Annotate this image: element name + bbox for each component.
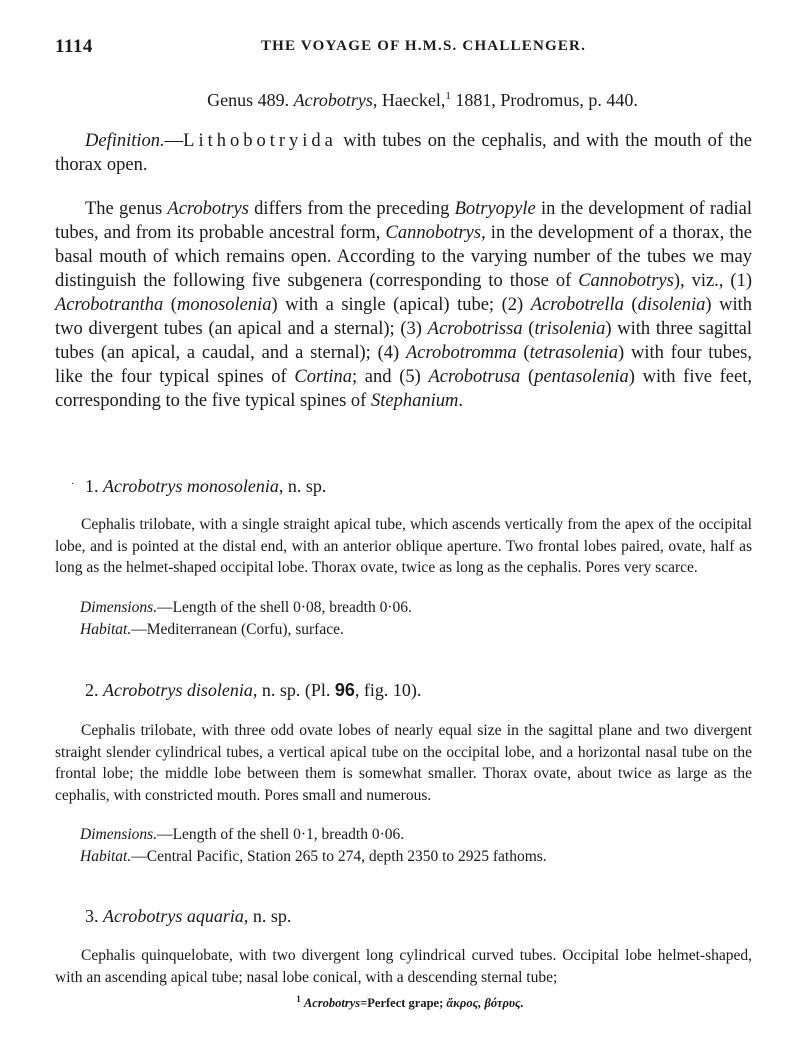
footnote-greek: ἄκρος, βότρυς. xyxy=(446,996,524,1011)
species-1-suffix: , n. sp. xyxy=(278,476,327,496)
subgenus-4-alt: tetrasolenia xyxy=(529,343,618,363)
intro-text-9: ) with four tubes, like the four typical spines of xyxy=(55,343,752,387)
species-1-dimensions xyxy=(80,599,412,617)
genus-heading xyxy=(0,90,800,111)
intro-text-11: ) with five feet, corresponding to the five typical spines of xyxy=(55,367,752,411)
intro-text-3: in the development of radial tubes, and from its probable ancestral form, xyxy=(55,199,752,243)
species-1-heading xyxy=(71,476,327,497)
species-3-name: Acrobotrys aquaria xyxy=(103,906,244,926)
species-2-habitat xyxy=(80,848,547,866)
species-3-description-text: Cephalis quinquelobate, with two divergent long cylindrical curved tubes. Occipital lobe helmet-shaped, with an ascending apical tube; nasal lobe conical, with a descending sternal tube; xyxy=(55,947,752,986)
species-1-habitat xyxy=(80,621,344,639)
species-2-name: Acrobotrys disolenia xyxy=(103,680,253,700)
species-2-number: 2. xyxy=(85,680,99,700)
family-name: Lithobotryida xyxy=(183,131,337,151)
definition-label: Definition. xyxy=(85,131,165,151)
species-1-description-text: Cephalis trilobate, with a single straight apical tube, which ascends vertically from the apex of the occipital lobe, and is pointed at the distal end, with an anterior oblique aperture. Two frontal lobes paired, ovate, half as long as the helmet-shaped occipital lobe. Thorax ovate, twice as long as the cephalis. Pores very scarce. xyxy=(55,516,752,576)
intro-text-8: ) with three sagittal tubes (an apical, a caudal, and a sternal); (4) xyxy=(55,319,752,363)
habitat-text: —Mediterranean (Corfu), surface. xyxy=(131,621,344,638)
intro-botryopyle: Botryopyle xyxy=(454,199,536,219)
intro-text-4: , in the development of a thorax, the basal mouth of which remains open. According to the varying number of the tubes we may distinguish the following five subgenera (corresponding to those of xyxy=(55,223,752,291)
subgenus-5: Acrobotrusa xyxy=(428,367,521,387)
species-2-heading xyxy=(85,680,421,701)
intro-text-7: ) with two divergent tubes (an apical and a sternal); (3) xyxy=(55,295,752,339)
footnote-text: =Perfect grape; xyxy=(360,996,447,1011)
page-number: 1114 xyxy=(55,36,93,57)
genus-citation: 1881, Prodromus, p. 440. xyxy=(450,90,638,110)
species-3-heading xyxy=(85,906,291,927)
genus-prefix: Genus 489. xyxy=(207,90,290,110)
footnote xyxy=(0,994,800,1011)
genus-authority: , Haeckel, xyxy=(372,90,446,110)
intro-cannobotrys: Cannobotrys xyxy=(385,223,482,243)
page-header xyxy=(55,36,752,62)
subgenus-3: Acrobotrissa xyxy=(427,319,523,339)
subgenus-4: Acrobotromma xyxy=(405,343,517,363)
definition-text: with tubes on the cephalis, and with the mouth of the thorax open. xyxy=(55,131,752,175)
species-2-fig: , fig. 10). xyxy=(354,680,422,700)
dimensions-label: Dimensions. xyxy=(80,599,158,616)
dimensions-label: Dimensions. xyxy=(80,826,158,843)
dimensions-text: —Length of the shell 0·08, breadth 0·06. xyxy=(157,599,412,616)
definition-dash: — xyxy=(164,131,184,151)
definition-paragraph xyxy=(55,129,752,177)
dimensions-text: —Length of the shell 0·1, breadth 0·06. xyxy=(157,826,405,843)
species-1-number: 1. xyxy=(85,476,99,496)
species-1-bullet: · xyxy=(71,479,75,490)
intro-cannobotrys-2: Cannobotrys xyxy=(578,271,674,291)
subgenus-5-alt: pentasolenia xyxy=(534,367,629,387)
intro-genus: Acrobotrys xyxy=(167,199,249,219)
species-2-description-text: Cephalis trilobate, with three odd ovate lobes of nearly equal size in the sagittal plane and two divergent straight slender cylindrical tubes, a vertical apical tube on the occipital lobe, and a horizontal nasal tube on the frontal lobe; the middle lobe between them is somewhat smaller. Thorax ovate, about twice as large as the cephalis, with constricted mouth. Pores small and numerous. xyxy=(55,722,752,804)
species-3-suffix: , n. sp. xyxy=(243,906,292,926)
plate-number: 96 xyxy=(334,680,355,700)
habitat-label: Habitat. xyxy=(80,621,132,638)
intro-text-6: ) with a single (apical) tube; (2) xyxy=(271,295,531,315)
intro-text-2: differs from the preceding xyxy=(248,199,455,219)
subgenus-2-alt: disolenia xyxy=(637,295,706,315)
intro-text-12: . xyxy=(458,391,463,411)
running-title: THE VOYAGE OF H.M.S. CHALLENGER. xyxy=(260,38,587,54)
subgenus-1-alt: monosolenia xyxy=(176,295,272,315)
species-2-description xyxy=(55,720,752,806)
species-2-dimensions xyxy=(80,826,404,844)
species-3-number: 3. xyxy=(85,906,99,926)
species-1-name: Acrobotrys monosolenia xyxy=(103,476,279,496)
footnote-term: Acrobotrys xyxy=(303,996,361,1011)
intro-text-5: ), viz., (1) xyxy=(673,271,752,291)
subgenus-1: Acrobotrantha xyxy=(55,295,164,315)
habitat-label: Habitat. xyxy=(80,848,132,865)
species-3-description xyxy=(55,945,752,988)
species-2-suffix: , n. sp. (Pl. xyxy=(252,680,335,700)
intro-text-1: The genus xyxy=(85,199,168,219)
species-1-description xyxy=(55,514,752,579)
intro-paragraph: The genus Acrobotrys differs from the preceding Botryopyle in the development of radial tubes, and from its probable ancestral form, Cannobotrys, in the development of a thorax, the basal mouth of which remains open. According to the varying number of the tubes we may distinguish the following five subgenera (corresponding to those of Cannobotrys), viz., (1) Acrobotrantha (monosolenia) with a single (apical) tube; (2) Acrobotrella (disolenia) with two divergent tubes (an apical and a sternal); (3) Acrobotrissa (trisolenia) with three sagittal tubes (an apical, a caudal, and a sternal); (4) Acrobotromma (tetrasolenia) with four tubes, like the four typical spines of Cortina; and (5) Acrobotrusa (pentasolenia) with five feet, corresponding to the five typical spines of Stephanium. xyxy=(55,199,752,411)
footnote-mark: 1 xyxy=(296,994,301,1004)
intro-cortina: Cortina xyxy=(294,367,352,387)
subgenus-2: Acrobotrella xyxy=(530,295,624,315)
intro-stephanium: Stephanium xyxy=(370,391,459,411)
habitat-text: —Central Pacific, Station 265 to 274, depth 2350 to 2925 fathoms. xyxy=(131,848,547,865)
subgenus-3-alt: trisolenia xyxy=(534,319,606,339)
intro-text-10: ; and (5) xyxy=(351,367,429,387)
genus-name: Acrobotrys xyxy=(293,90,373,110)
footnote-marker: 1 xyxy=(445,90,451,102)
